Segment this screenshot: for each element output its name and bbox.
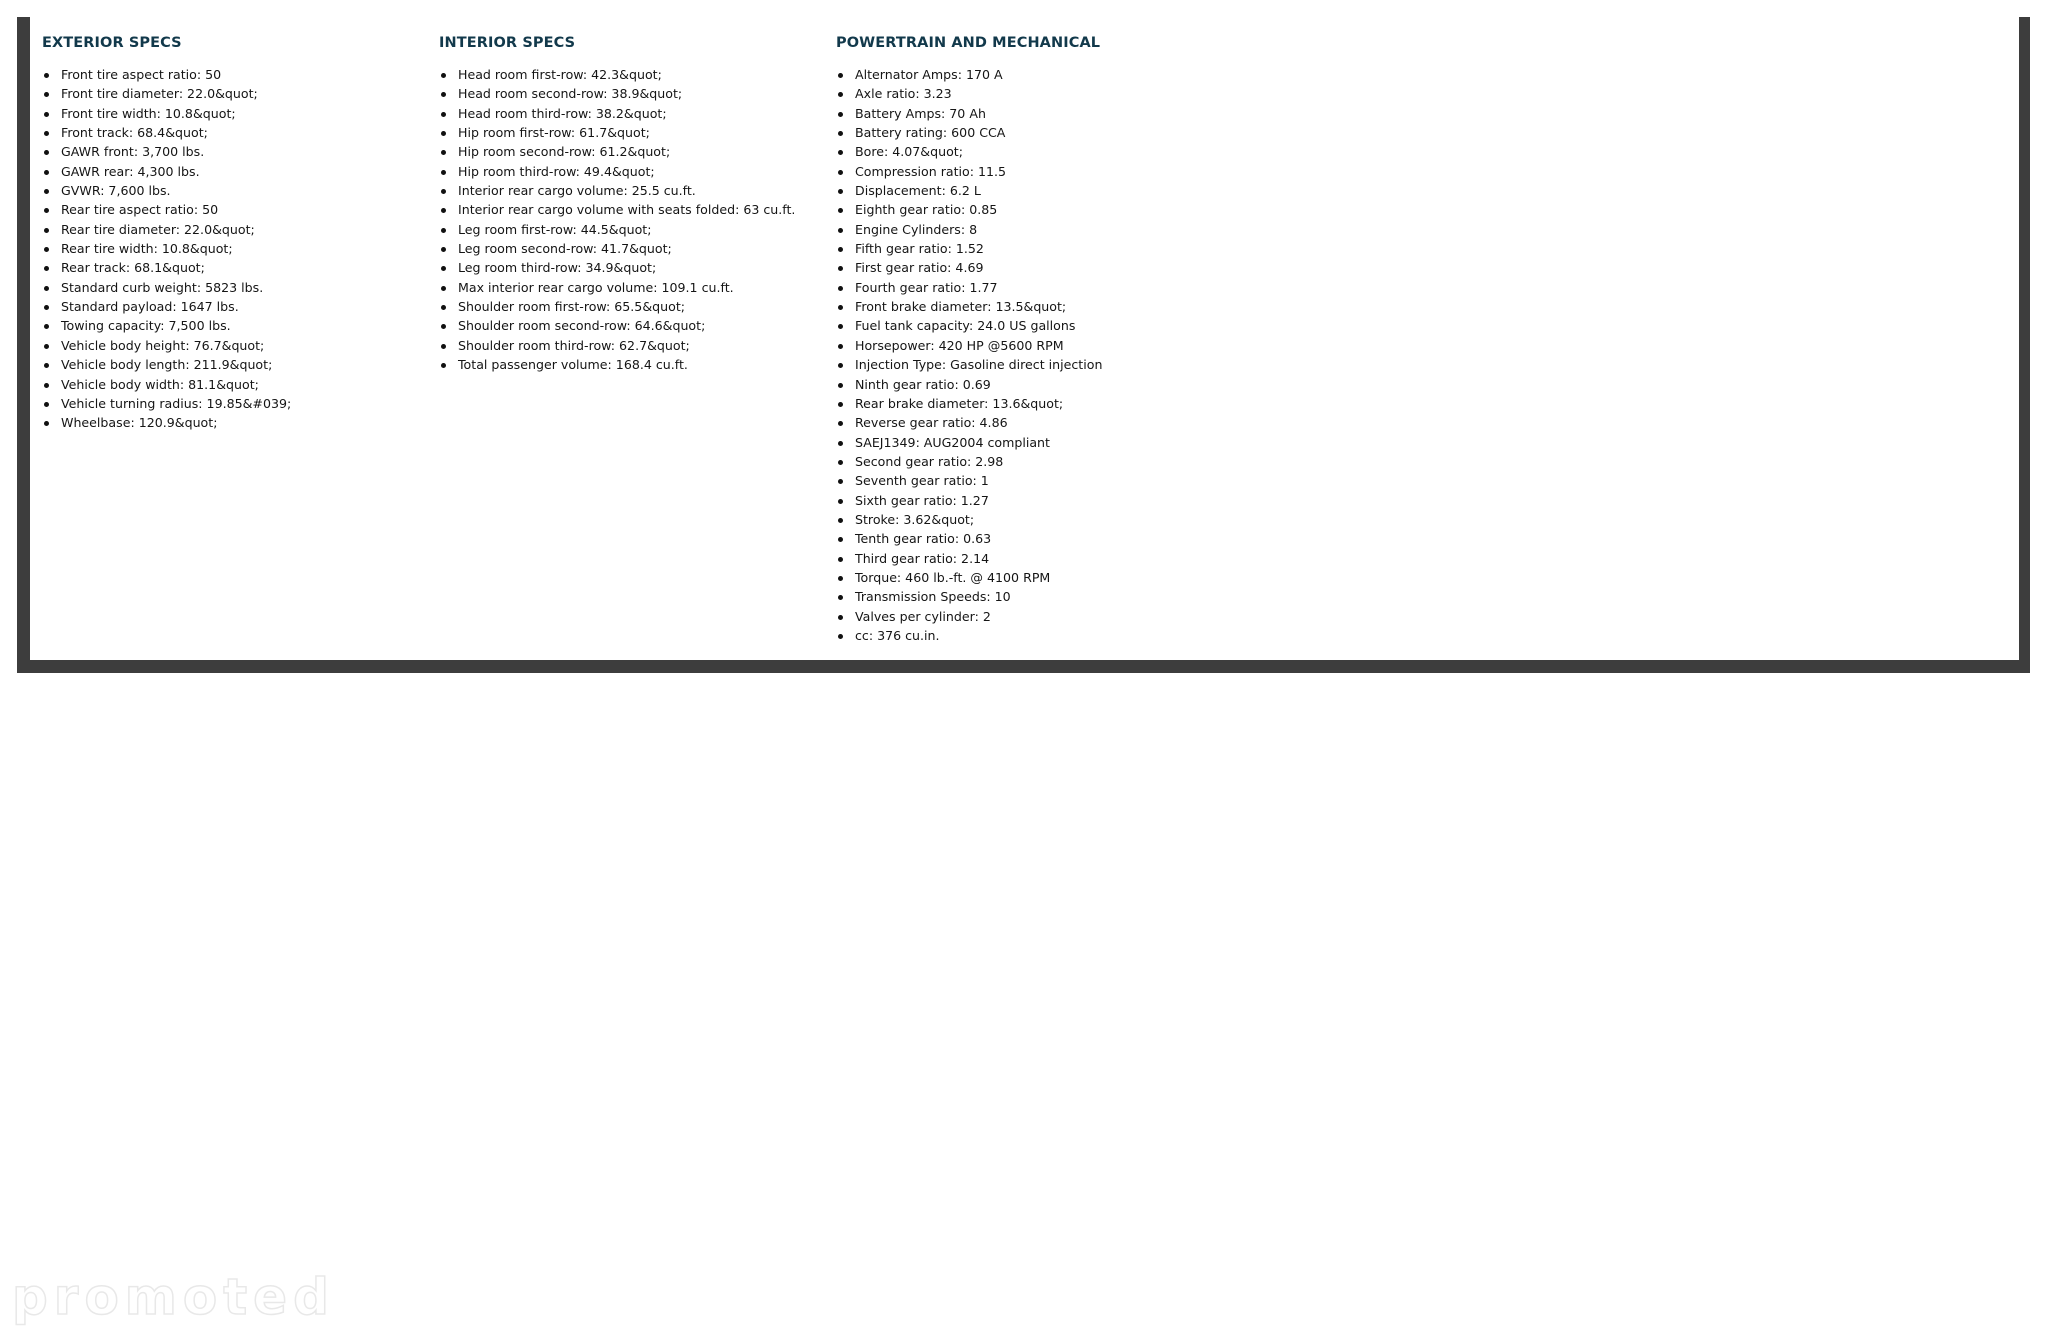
powertrain-specs-column [836,33,1236,645]
spec-list-item: Leg room second-row: 41.7&quot; [439,239,829,258]
spec-list-item: Torque: 460 lb.-ft. @ 4100 RPM [836,568,1236,587]
spec-list-item: Towing capacity: 7,500 lbs. [42,316,422,335]
interior-specs-list [439,65,829,375]
spec-list-item: Vehicle turning radius: 19.85&#039; [42,394,422,413]
exterior-specs-column [42,33,422,433]
spec-list-item: Standard curb weight: 5823 lbs. [42,278,422,297]
spec-list-item: Eighth gear ratio: 0.85 [836,200,1236,219]
spec-list-item: Seventh gear ratio: 1 [836,471,1236,490]
spec-list-item: Front tire width: 10.8&quot; [42,104,422,123]
interior-specs-heading: INTERIOR SPECS [439,35,576,51]
spec-list-item: Battery rating: 600 CCA [836,123,1236,142]
spec-list-item: Vehicle body height: 76.7&quot; [42,336,422,355]
spec-list-item: Fuel tank capacity: 24.0 US gallons [836,316,1236,335]
spec-list-item: Sixth gear ratio: 1.27 [836,491,1236,510]
spec-list-item: Leg room first-row: 44.5&quot; [439,220,829,239]
spec-list-item: GAWR front: 3,700 lbs. [42,142,422,161]
spec-list-item: Total passenger volume: 168.4 cu.ft. [439,355,829,374]
spec-list-item: Hip room third-row: 49.4&quot; [439,162,829,181]
spec-list-item: Vehicle body width: 81.1&quot; [42,375,422,394]
spec-list-item: Injection Type: Gasoline direct injection [836,355,1236,374]
spec-list-item: Battery Amps: 70 Ah [836,104,1236,123]
spec-list-item: Standard payload: 1647 lbs. [42,297,422,316]
spec-list-item: Wheelbase: 120.9&quot; [42,413,422,432]
spec-list-item: Bore: 4.07&quot; [836,142,1236,161]
spec-list-item: Stroke: 3.62&quot; [836,510,1236,529]
spec-list-item: Interior rear cargo volume with seats folded: 63 cu.ft. [439,200,829,219]
spec-list-item: Compression ratio: 11.5 [836,162,1236,181]
spec-list-item: Alternator Amps: 170 A [836,65,1236,84]
interior-specs-column [439,33,829,375]
spec-list-item: Reverse gear ratio: 4.86 [836,413,1236,432]
spec-list-item: GAWR rear: 4,300 lbs. [42,162,422,181]
spec-list-item: Rear tire diameter: 22.0&quot; [42,220,422,239]
watermark-logo: promoted [12,1268,335,1326]
spec-list-item: Ninth gear ratio: 0.69 [836,375,1236,394]
specs-panel [30,17,2019,660]
spec-list-item: Fourth gear ratio: 1.77 [836,278,1236,297]
spec-list-item: Front tire diameter: 22.0&quot; [42,84,422,103]
spec-list-item: Second gear ratio: 2.98 [836,452,1236,471]
spec-list-item: GVWR: 7,600 lbs. [42,181,422,200]
spec-list-item: Vehicle body length: 211.9&quot; [42,355,422,374]
spec-list-item: Transmission Speeds: 10 [836,587,1236,606]
spec-list-item: Front brake diameter: 13.5&quot; [836,297,1236,316]
spec-list-item: cc: 376 cu.in. [836,626,1236,645]
spec-list-item: Head room second-row: 38.9&quot; [439,84,829,103]
spec-list-item: Shoulder room first-row: 65.5&quot; [439,297,829,316]
spec-list-item: Head room third-row: 38.2&quot; [439,104,829,123]
spec-list-item: Tenth gear ratio: 0.63 [836,529,1236,548]
spec-list-item: Valves per cylinder: 2 [836,607,1236,626]
powertrain-specs-heading: POWERTRAIN AND MECHANICAL [836,35,1101,51]
spec-list-item: Hip room second-row: 61.2&quot; [439,142,829,161]
spec-list-item: Rear track: 68.1&quot; [42,258,422,277]
spec-list-item: Interior rear cargo volume: 25.5 cu.ft. [439,181,829,200]
spec-list-item: Shoulder room second-row: 64.6&quot; [439,316,829,335]
exterior-specs-list [42,65,422,433]
spec-list-item: Head room first-row: 42.3&quot; [439,65,829,84]
exterior-specs-heading: EXTERIOR SPECS [42,35,182,51]
spec-list-item: Rear brake diameter: 13.6&quot; [836,394,1236,413]
spec-list-item: SAEJ1349: AUG2004 compliant [836,433,1236,452]
spec-list-item: Fifth gear ratio: 1.52 [836,239,1236,258]
spec-list-item: Leg room third-row: 34.9&quot; [439,258,829,277]
spec-list-item: Engine Cylinders: 8 [836,220,1236,239]
specs-frame [17,17,2030,673]
spec-list-item: Rear tire width: 10.8&quot; [42,239,422,258]
spec-list-item: Axle ratio: 3.23 [836,84,1236,103]
powertrain-specs-list [836,65,1236,645]
spec-list-item: First gear ratio: 4.69 [836,258,1236,277]
spec-list-item: Max interior rear cargo volume: 109.1 cu.ft. [439,278,829,297]
spec-list-item: Shoulder room third-row: 62.7&quot; [439,336,829,355]
spec-list-item: Displacement: 6.2 L [836,181,1236,200]
spec-list-item: Rear tire aspect ratio: 50 [42,200,422,219]
spec-list-item: Front tire aspect ratio: 50 [42,65,422,84]
spec-list-item: Third gear ratio: 2.14 [836,549,1236,568]
spec-list-item: Horsepower: 420 HP @5600 RPM [836,336,1236,355]
spec-list-item: Hip room first-row: 61.7&quot; [439,123,829,142]
spec-list-item: Front track: 68.4&quot; [42,123,422,142]
